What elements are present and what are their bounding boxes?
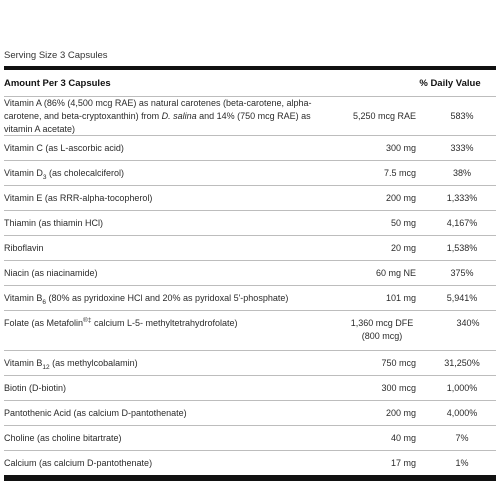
nutrient-row-thiamin [4,210,496,235]
nutrient-name: Vitamin C (as L-ascorbic acid) [4,142,124,153]
nutrient-amount: 17 mg [390,457,416,468]
nutrient-name: Folate (as Metafolin®‡ calcium L-5- methyltetrahydrofolate) [4,317,238,328]
nutrient-name: Vitamin A (86% (4,500 mcg RAE) as natural carotenes (beta-carotene, alpha-carotene, and beta-cryptoxanthin) from D. salina and 14% (750 mcg RAE) as vitamin A acetate) [4,97,312,134]
nutrient-row-vitamin-c [4,135,496,160]
nutrient-amount: 200 mg [385,407,416,418]
nutrient-name: Calcium (as calcium D-pantothenate) [4,457,153,468]
nutrient-dv: 1% [455,457,469,468]
nutrient-dv: 1,538% [446,242,478,253]
nutrient-name: Pantothenic Acid (as calcium D-pantothenate) [4,407,187,418]
nutrient-name: Vitamin $D_3$ (as cholecalciferol) [4,167,125,181]
nutrient-dv: 4,167% [446,217,478,228]
nutrient-name: Vitamin $B_6$ (80% as pyridoxine HCl and 20% as pyridoxal 5'-phosphate) [4,292,289,306]
nutrient-dv: 4,000% [446,407,478,418]
nutrient-row-niacin [4,260,496,285]
nutrient-name: Vitamin E (as RRR-alpha-tocopherol) [4,192,153,203]
nutrient-row-biotin [4,375,496,400]
nutrient-name: Niacin (as niacinamide) [4,267,98,278]
bottom-rule [4,475,496,481]
nutrient-amount: 7.5 mcg [383,167,416,178]
supplement-facts-table [4,66,496,481]
nutrient-name: Thiamin (as thiamin HCl) [4,217,104,228]
nutrient-row-calcium [4,450,496,475]
nutrient-row-vitamin-b6 [4,285,496,310]
nutrient-amount: 300 mg [385,142,416,153]
nutrient-dv: 375% [450,267,474,278]
nutrient-amount: 1,360 mcg DFE (800 mcg) [350,318,414,341]
nutrient-row-folate [4,310,496,350]
nutrient-amount: 60 mg NE [375,267,416,278]
nutrient-dv: 31,250% [444,357,480,368]
nutrient-dv: 38% [452,167,471,178]
daily-value-label: % Daily Value [419,77,481,89]
nutrient-dv: 7% [455,432,469,443]
serving-size: Serving Size 3 Capsules [4,50,108,61]
nutrient-amount: 5,250 mcg RAE [352,110,416,121]
nutrient-row-pantothenic-acid [4,400,496,425]
nutrient-name: Biotin (D-biotin) [4,382,67,393]
table-header [4,70,496,96]
nutrient-amount: 20 mg [390,242,416,253]
nutrient-row-vitamin-b12 [4,350,496,375]
nutrient-dv: 333% [450,142,474,153]
nutrient-dv: 340% [456,318,480,328]
nutrient-row-riboflavin [4,235,496,260]
nutrient-row-vitamin-d [4,160,496,185]
nutrient-amount: 300 mcg [381,382,416,393]
nutrient-amount: 101 mg [385,292,416,303]
nutrient-amount: 50 mg [390,217,416,228]
nutrient-row-vitamin-a [4,96,496,135]
nutrient-dv: 583% [450,110,474,121]
amount-per-label: Amount Per 3 Capsules [4,77,111,89]
nutrient-amount: 200 mg [385,192,416,203]
nutrient-row-vitamin-e [4,185,496,210]
nutrient-name: Vitamin $B_{12}$ (as methylcobalamin) [4,357,138,371]
nutrient-amount: 750 mcg [381,357,416,368]
nutrient-row-choline [4,425,496,450]
nutrient-name: Riboflavin [4,242,44,253]
nutrient-name: Choline (as choline bitartrate) [4,432,122,443]
nutrient-dv: 1,333% [446,192,478,203]
nutrient-amount: 40 mg [390,432,416,443]
nutrient-dv: 5,941% [446,292,478,303]
nutrient-dv: 1,000% [446,382,478,393]
